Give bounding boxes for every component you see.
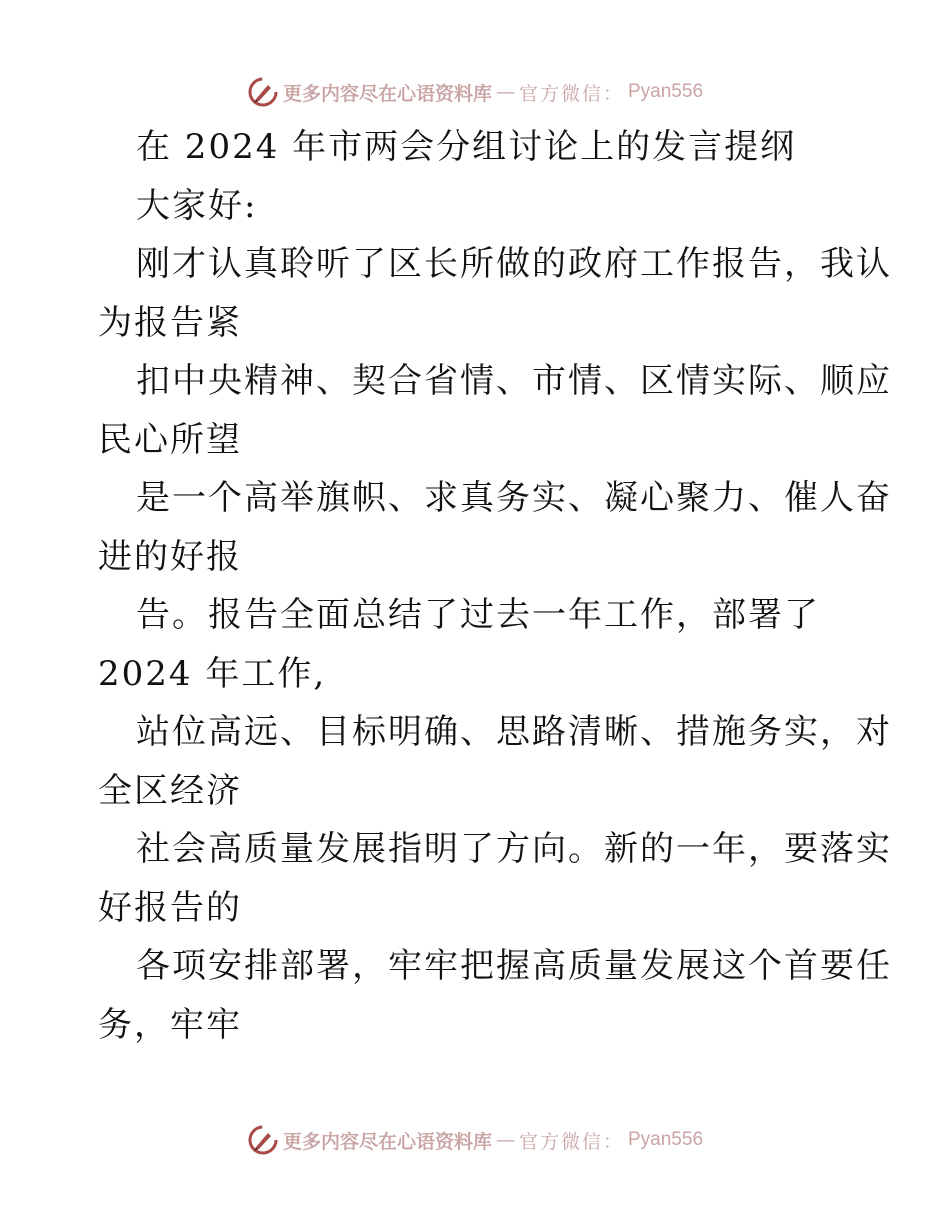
watermark-separator: — <box>495 1129 515 1151</box>
text-line: 告。报告全面总结了过去一年工作，部署了 <box>136 595 820 635</box>
text-line: 是一个高举旗帜、求真务实、凝心聚力、催人奋 <box>136 478 892 518</box>
text-line: 刚才认真聆听了区长所做的政府工作报告，我认 <box>136 244 892 284</box>
watermark-brand: 更多内容尽在心语资料库 <box>282 1130 492 1153</box>
greeting-line: 大家好: <box>136 185 258 226</box>
quill-logo-icon <box>247 76 279 108</box>
quill-logo-icon <box>247 1124 279 1156</box>
text-line: 2024 年工作, <box>98 653 327 694</box>
text-line: 扣中央精神、契合省情、市情、区情实际、顺应 <box>136 361 892 401</box>
text-line: 各项安排部署，牢牢把握高质量发展这个首要任 <box>136 946 892 986</box>
text-line: 好报告的 <box>98 887 242 928</box>
text-line: 进的好报 <box>98 536 242 577</box>
document-body <box>98 118 892 1054</box>
watermark-contact-id: Pyan556 <box>628 1129 704 1150</box>
watermark-contact-id: Pyan556 <box>628 81 704 102</box>
watermark-brand: 更多内容尽在心语资料库 <box>282 82 492 105</box>
text-line: 站位高远、目标明确、思路清晰、措施务实，对 <box>136 712 892 752</box>
text-line: 社会高质量发展指明了方向。新的一年，要落实 <box>136 829 892 869</box>
document-title: 在 2024 年市两会分组讨论上的发言提纲 <box>136 127 797 167</box>
footer-watermark <box>0 1120 950 1160</box>
text-line: 务，牢牢 <box>98 1004 242 1045</box>
text-line: 民心所望 <box>98 419 242 460</box>
text-line: 为报告紧 <box>98 302 242 343</box>
watermark-contact-label: 官方微信： <box>518 82 624 105</box>
text-line: 全区经济 <box>98 770 242 811</box>
header-watermark <box>0 72 950 112</box>
watermark-separator: — <box>495 81 515 103</box>
watermark-contact-label: 官方微信： <box>518 1130 624 1153</box>
